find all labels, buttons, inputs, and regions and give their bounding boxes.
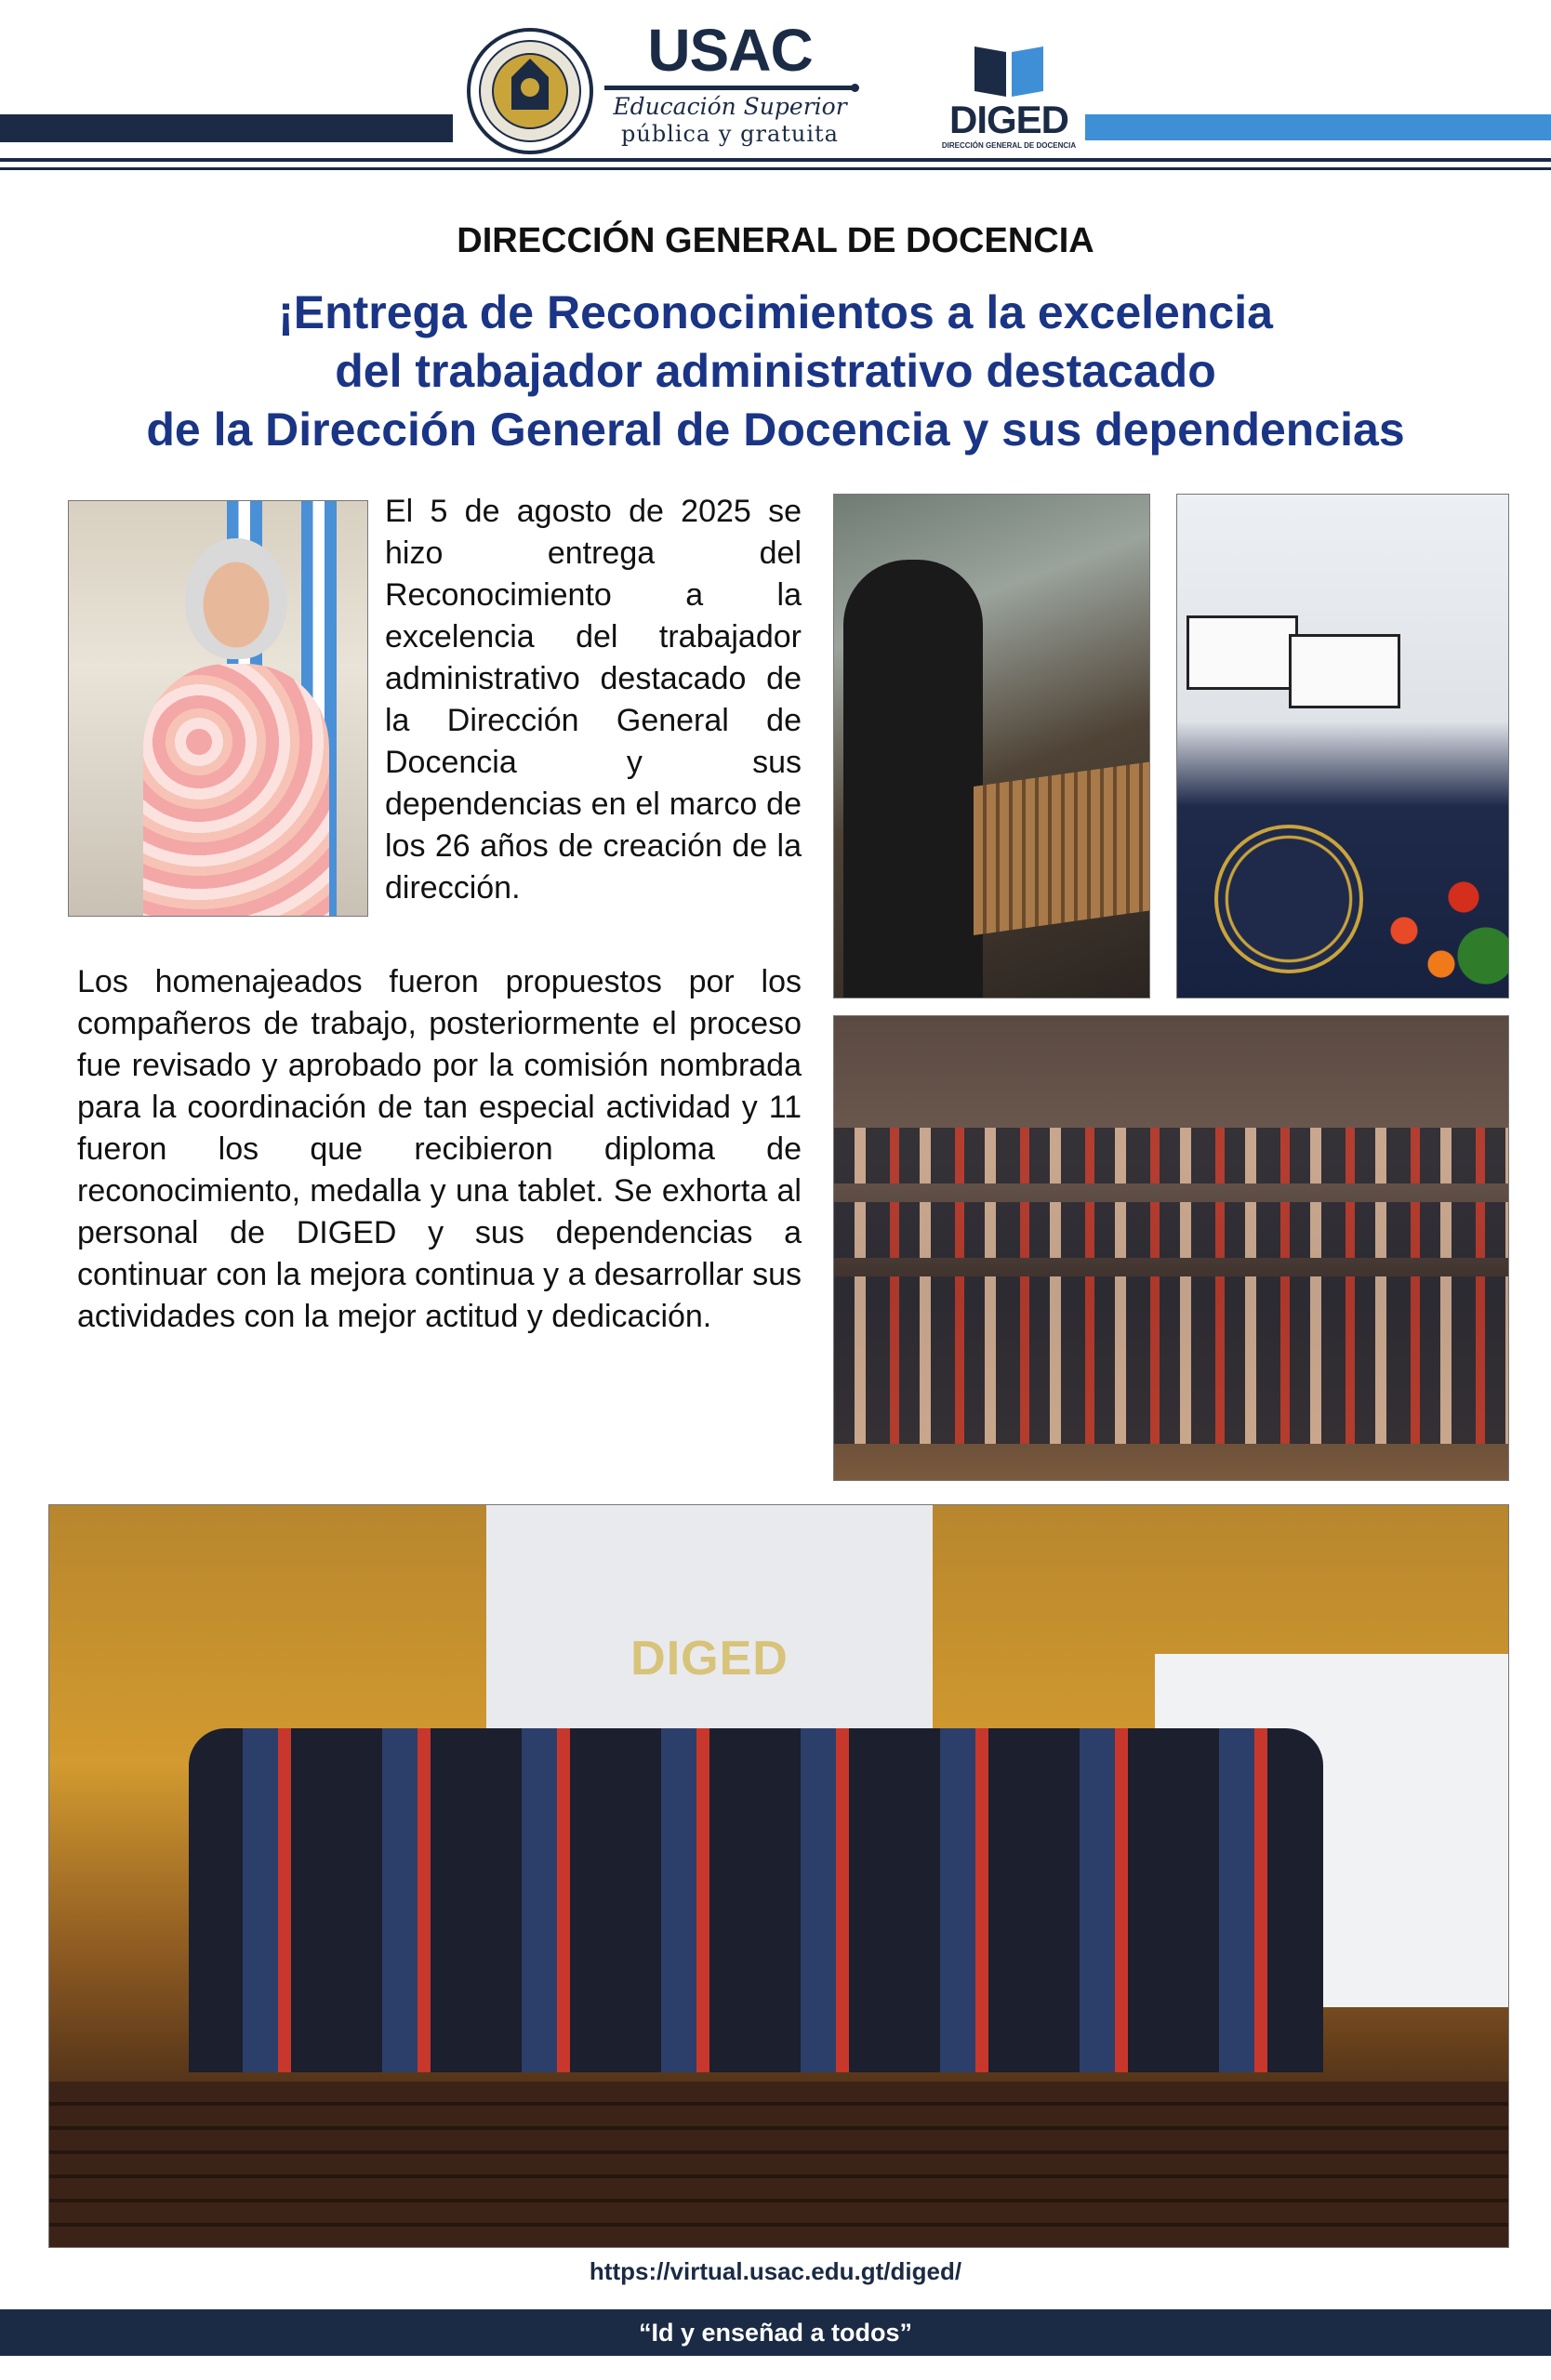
header-bar-right [1085, 114, 1551, 140]
diged-book-icon [967, 41, 1051, 99]
footer-motto-bar [0, 2309, 1551, 2356]
stage-floor [49, 2082, 1509, 2248]
honorees-group [189, 1728, 1323, 2072]
marimba-player [843, 560, 983, 998]
diplomas-medals-photo [1176, 494, 1509, 998]
website-link[interactable]: https://virtual.usac.edu.gt/diged/ [589, 2257, 962, 2285]
group-photo-honorees [48, 1504, 1509, 2248]
details-paragraph: Los homenajeados fueron propuestos por los compañeros de trabajo, posteriormente el proceso fue revisado y aprobado por la comisión nombrada para la coordinación de tan especial actividad y 11 fueron los que recibieron diploma de reconocimiento, medalla y una tablet. Se exhorta al personal de DIGED y sus dependencias a continuar con la mejora continua y a desarrollar sus actividades con la mejor actitud y dedicación. [77, 964, 802, 1334]
marimba-keys [974, 760, 1150, 935]
marimba-performance-photo [833, 494, 1150, 998]
usac-slogan-line1: Educación Superior [613, 93, 847, 120]
usac-tablecloth-seal [1214, 825, 1363, 973]
department-heading: DIRECCIÓN GENERAL DE DOCENCIA [457, 221, 1094, 260]
portrait-dress [143, 664, 329, 917]
screen-diged-logo: DIGED [630, 1632, 789, 1686]
audience-row [834, 1128, 1509, 1183]
usac-seal-logo [465, 26, 595, 156]
usac-slogan-line2: pública y gratuita [621, 121, 839, 147]
diploma-frame [1186, 615, 1298, 690]
audience-row [834, 1276, 1509, 1360]
audience-row [834, 1202, 1509, 1258]
title-line: de la Dirección General de Docencia y sus dependencias [146, 403, 1405, 456]
audience-row [834, 1360, 1509, 1444]
diploma-frame [1289, 634, 1400, 708]
header-divider [0, 158, 1551, 162]
header-divider-secondary [0, 167, 1551, 170]
flower-arrangement [1359, 830, 1508, 998]
footer-motto: “Id y enseñad a todos” [638, 2319, 913, 2347]
audience-photo [833, 1015, 1509, 1481]
intro-paragraph: El 5 de agosto de 2025 se hizo entrega del Reconocimiento a la excelencia del trabajador administrativo destacado de la Dirección General de Docencia y sus dependencias en el marco de los 26 años de creación de la dirección. [385, 494, 802, 906]
title-line: del trabajador administrativo destacado [335, 345, 1216, 397]
usac-logo-underline [604, 86, 855, 90]
diged-logo-subtitle: DIRECCIÓN GENERAL DE DOCENCIA [941, 141, 1077, 150]
header-bar-left [0, 114, 453, 142]
page-title [28, 284, 1523, 459]
portrait-head [185, 538, 287, 659]
diged-logo-text: DIGED [948, 98, 1068, 141]
honoree-portrait-photo [68, 500, 368, 917]
title-line: ¡Entrega de Reconocimientos a la excelencia [278, 286, 1273, 338]
usac-logo-text: USAC [647, 17, 813, 84]
